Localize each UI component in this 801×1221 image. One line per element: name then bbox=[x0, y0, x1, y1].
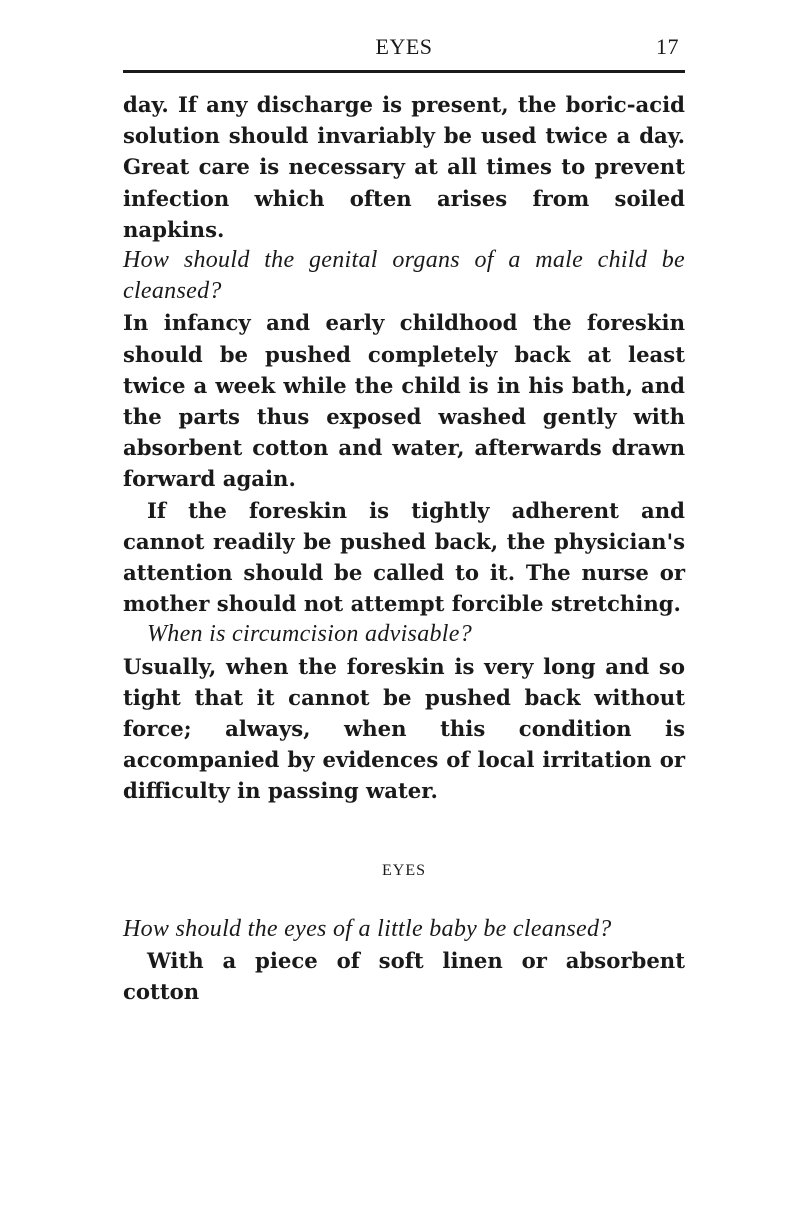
section-heading-eyes: EYES bbox=[382, 861, 426, 879]
running-title: EYES bbox=[375, 34, 433, 59]
page-number: 17 bbox=[656, 34, 679, 59]
paragraph-adherent-foreskin: If the foreskin is tightly adherent and cannot readily be pushed back, the physician's attention should be called to it. The nurse or mother should not attempt forcible stretching. bbox=[123, 497, 685, 617]
answer-circumcision: Usually, when the foreskin is very long and so tight that it cannot be pushed back without force; always, when this condition is accompanied by evidences of local irritation or difficulty in passing water. bbox=[123, 653, 685, 804]
question-circumcision: When is circumcision advisable? bbox=[147, 621, 473, 648]
answer-genital-cleansing: In infancy and early childhood the foreskin should be pushed completely back at least twice a week while the child is in his bath, and the parts thus exposed washed gently with absorbent cotton and water, afterwards drawn forward again. bbox=[123, 310, 685, 492]
answer-eyes-cleansing: With a piece of soft linen or absorbent cotton bbox=[123, 948, 685, 1005]
body-text bbox=[123, 89, 685, 1007]
paragraph-continuation: day. If any discharge is present, the boric-acid solution should invariably be used twice a day. Great care is necessary at all times to prevent infection which often arises from soiled napkins. bbox=[123, 92, 685, 242]
question-genital-cleansing: How should the genital organs of a male child be cleansed? bbox=[123, 247, 685, 305]
question-eyes-cleansing: How should the eyes of a little baby be cleansed? bbox=[123, 915, 612, 942]
running-head bbox=[123, 34, 685, 58]
header-rule bbox=[123, 70, 685, 73]
